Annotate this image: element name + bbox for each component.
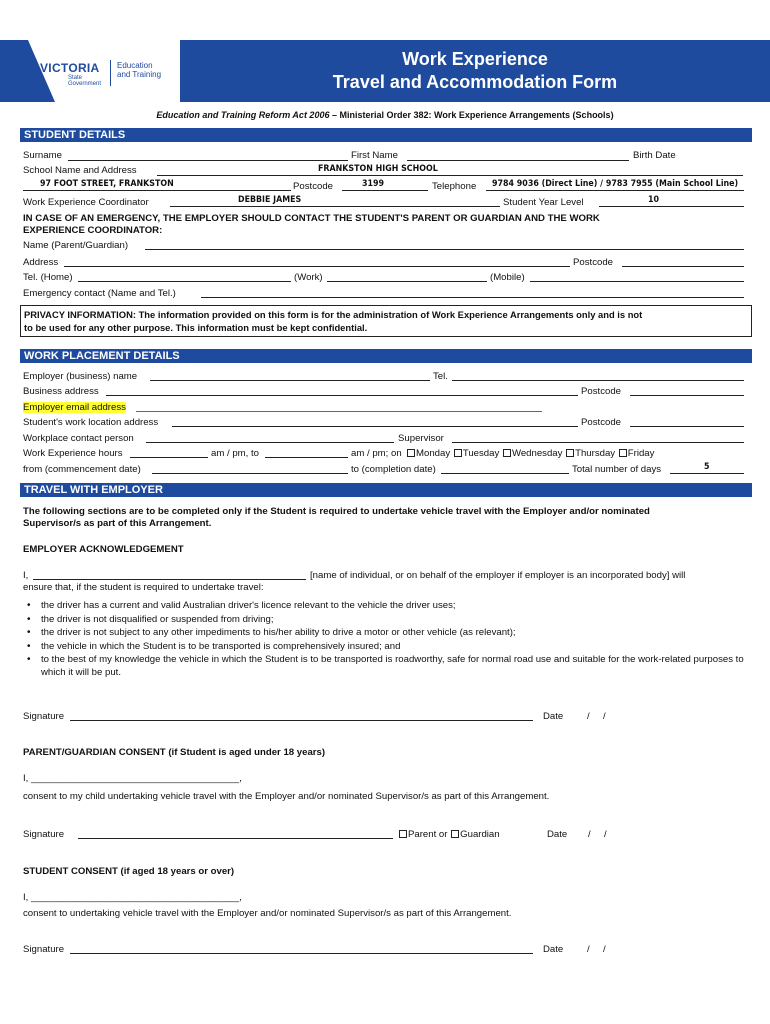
coordinator-value: DEBBIE JAMES — [238, 195, 302, 205]
business-address-field[interactable] — [106, 385, 578, 396]
travel-intro: The following sections are to be completed only if the Student is required to undertake vehicle travel with the Employer and/or nominated Supervisor/s as part of this Arrangement. — [23, 506, 650, 529]
employer-date-field[interactable]: / / — [587, 711, 606, 722]
parent-postcode-field[interactable] — [622, 256, 744, 267]
school-label: School Name and Address — [23, 165, 137, 176]
parent-address-field[interactable] — [64, 256, 570, 267]
employer-date-label: Date — [543, 711, 564, 722]
ampm-to-label: am / pm, to — [211, 448, 259, 459]
first-name-field[interactable] — [407, 150, 629, 161]
postcode2-label: Postcode — [573, 257, 614, 268]
business-address-label: Business address — [23, 386, 99, 397]
year-level-label: Student Year Level — [503, 197, 584, 208]
friday-checkbox[interactable] — [619, 449, 627, 457]
year-level-value: 10 — [648, 195, 660, 205]
parent-consent-text: consent to my child undertaking vehicle travel with the Employer and/or nominated Supervisor/s as part of this Arrangement. — [23, 791, 550, 802]
parent-date-label: Date — [547, 829, 568, 840]
parent-name-field[interactable] — [145, 239, 744, 250]
school-field[interactable] — [157, 165, 743, 176]
postcode-value: 3199 — [362, 179, 385, 189]
total-days-value: 5 — [704, 462, 710, 472]
employer-signature-label: Signature — [23, 711, 65, 722]
wednesday-checkbox[interactable] — [503, 449, 511, 457]
student-date-field[interactable]: / / — [587, 944, 606, 955]
contact-person-label: Workplace contact person — [23, 433, 134, 444]
employer-name-label: Employer (business) name — [23, 371, 138, 382]
postcode-field[interactable] — [342, 180, 428, 191]
work-location-label: Student's work location address — [23, 417, 159, 428]
address-label: Address — [23, 257, 59, 268]
to-date-label: to (completion date) — [351, 464, 436, 475]
hours-start-field[interactable] — [130, 447, 208, 458]
employer-tel-field[interactable] — [452, 370, 744, 381]
list-item: • the driver has a current and valid Australian driver's licence relevant to the vehicle the driver uses; — [23, 600, 748, 613]
employer-signature-field[interactable] — [70, 710, 533, 721]
student-signature-label: Signature — [23, 944, 65, 955]
emergency-heading: IN CASE OF AN EMERGENCY, THE EMPLOYER SHOULD CONTACT THE STUDENT'S PARENT OR GUARDIAN AND THE WORK EXPERIENCE COORDINATOR: — [23, 213, 600, 236]
tel-work-field[interactable] — [327, 271, 487, 282]
employer-email-field[interactable] — [136, 401, 542, 412]
supervisor-field[interactable] — [452, 432, 744, 443]
privacy-notice: PRIVACY INFORMATION: The information provided on this form is for the administration of Work Experience Arrangements only and is not to be used for any other purpose. This information must be kept confidential. — [20, 305, 752, 337]
student-signature-field[interactable] — [70, 943, 533, 954]
employer-email-label: Employer email address — [23, 402, 126, 413]
student-consent-text: consent to undertaking vehicle travel with the Employer and/or nominated Supervisor/s as part of this Arrangement. — [23, 908, 512, 919]
guardian-checkbox[interactable] — [451, 830, 459, 838]
ack-i-label: I, — [23, 570, 29, 581]
tel-mobile-label: (Mobile) — [490, 272, 525, 283]
form-header — [0, 0, 770, 104]
logo-divider — [110, 60, 111, 86]
thursday-checkbox[interactable] — [566, 449, 574, 457]
telephone-value: 9784 9036 (Direct Line) / 9783 7955 (Main School Line) — [492, 179, 739, 189]
parent-checkbox[interactable] — [399, 830, 407, 838]
logo-education-text: Education and Training — [117, 61, 162, 79]
from-date-field[interactable] — [152, 463, 348, 474]
employer-tel-label: Tel. — [433, 371, 448, 382]
ack-line2: ensure that, if the student is required to undertake travel: — [23, 582, 264, 593]
tel-home-label: Tel. (Home) — [23, 272, 73, 283]
tel-mobile-field[interactable] — [530, 271, 744, 282]
student-name-line[interactable]: I, _______________________________________, — [23, 892, 242, 903]
travel-heading: TRAVEL WITH EMPLOYER — [20, 483, 752, 497]
student-consent-heading: STUDENT CONSENT (if aged 18 years or over) — [23, 866, 235, 877]
parent-guardian-options: Parent or Guardian — [398, 829, 500, 841]
surname-field[interactable] — [68, 150, 348, 161]
telephone-label: Telephone — [432, 181, 477, 192]
business-postcode-field[interactable] — [630, 385, 744, 396]
parent-name-label: Name (Parent/Guardian) — [23, 240, 129, 251]
employer-ack-heading: EMPLOYER ACKNOWLEDGEMENT — [23, 544, 184, 555]
form-title: Work Experience Travel and Accommodation Form — [332, 49, 618, 92]
supervisor-label: Supervisor — [398, 433, 444, 444]
from-date-label: from (commencement date) — [23, 464, 141, 475]
logo-victoria-text: VICTORIA — [40, 61, 100, 75]
hours-label: Work Experience hours — [23, 448, 123, 459]
tel-home-field[interactable] — [78, 271, 291, 282]
list-item: • the driver is not disqualified or suspended from driving; — [23, 614, 748, 627]
hours-end-field[interactable] — [265, 447, 348, 458]
logo-state-text: State Government — [68, 75, 102, 87]
school-value: FRANKSTON HIGH SCHOOL — [318, 164, 438, 174]
work-location-field[interactable] — [172, 416, 578, 427]
total-days-label: Total number of days — [572, 464, 662, 475]
coordinator-field[interactable] — [170, 196, 500, 207]
postcode-label: Postcode — [293, 181, 334, 192]
parent-signature-label: Signature — [23, 829, 65, 840]
ampm-on-label: am / pm; on — [351, 448, 402, 459]
list-item: • the vehicle in which the Student is to be transported is comprehensively insured; and — [23, 641, 748, 654]
parent-date-field[interactable]: / / — [588, 829, 607, 840]
first-name-label: First Name — [351, 150, 398, 161]
tuesday-checkbox[interactable] — [454, 449, 462, 457]
student-date-label: Date — [543, 944, 564, 955]
parent-consent-heading: PARENT/GUARDIAN CONSENT (if Student is aged under 18 years) — [23, 747, 326, 758]
birth-date-label: Birth Date — [633, 150, 676, 161]
list-item: • the driver is not subject to any other impediments to his/her ability to drive a motor or other vehicle (as relevant); — [23, 627, 748, 640]
monday-checkbox[interactable] — [407, 449, 415, 457]
subtitle: Education and Training Reform Act 2006 – Ministerial Order 382: Work Experience Arrangements (Schools) — [156, 110, 614, 120]
contact-person-field[interactable] — [146, 432, 394, 443]
emergency-contact-field[interactable] — [201, 287, 744, 298]
parent-signature-field[interactable] — [78, 828, 393, 839]
to-date-field[interactable] — [441, 463, 569, 474]
employer-name-field[interactable] — [150, 370, 430, 381]
student-details-heading: STUDENT DETAILS — [20, 128, 752, 142]
year-level-field[interactable] — [599, 196, 744, 207]
work-location-postcode-label: Postcode — [581, 417, 622, 428]
ack-name-field[interactable] — [33, 569, 306, 580]
parent-name-line[interactable]: I, _______________________________________, — [23, 773, 242, 784]
employer-conditions-list — [23, 600, 748, 680]
tel-work-label: (Work) — [294, 272, 323, 283]
school-address-value: 97 FOOT STREET, FRANKSTON — [40, 179, 174, 189]
business-postcode-label: Postcode — [581, 386, 622, 397]
day-checkboxes: Monday Tuesday Wednesday Thursday Friday — [406, 448, 654, 460]
emergency-contact-label: Emergency contact (Name and Tel.) — [23, 288, 176, 299]
work-placement-heading: WORK PLACEMENT DETAILS — [20, 349, 752, 363]
work-location-postcode-field[interactable] — [630, 416, 744, 427]
coordinator-label: Work Experience Coordinator — [23, 197, 149, 208]
surname-label: Surname — [23, 150, 62, 161]
list-item: • to the best of my knowledge the vehicle in which the Student is to be transported is roadworthy, safe for normal road use and suitable for the work-related purposes to which it will be put. — [23, 654, 748, 679]
ack-text: [name of individual, or on behalf of the employer if employer is an incorporated body] will — [310, 570, 686, 581]
